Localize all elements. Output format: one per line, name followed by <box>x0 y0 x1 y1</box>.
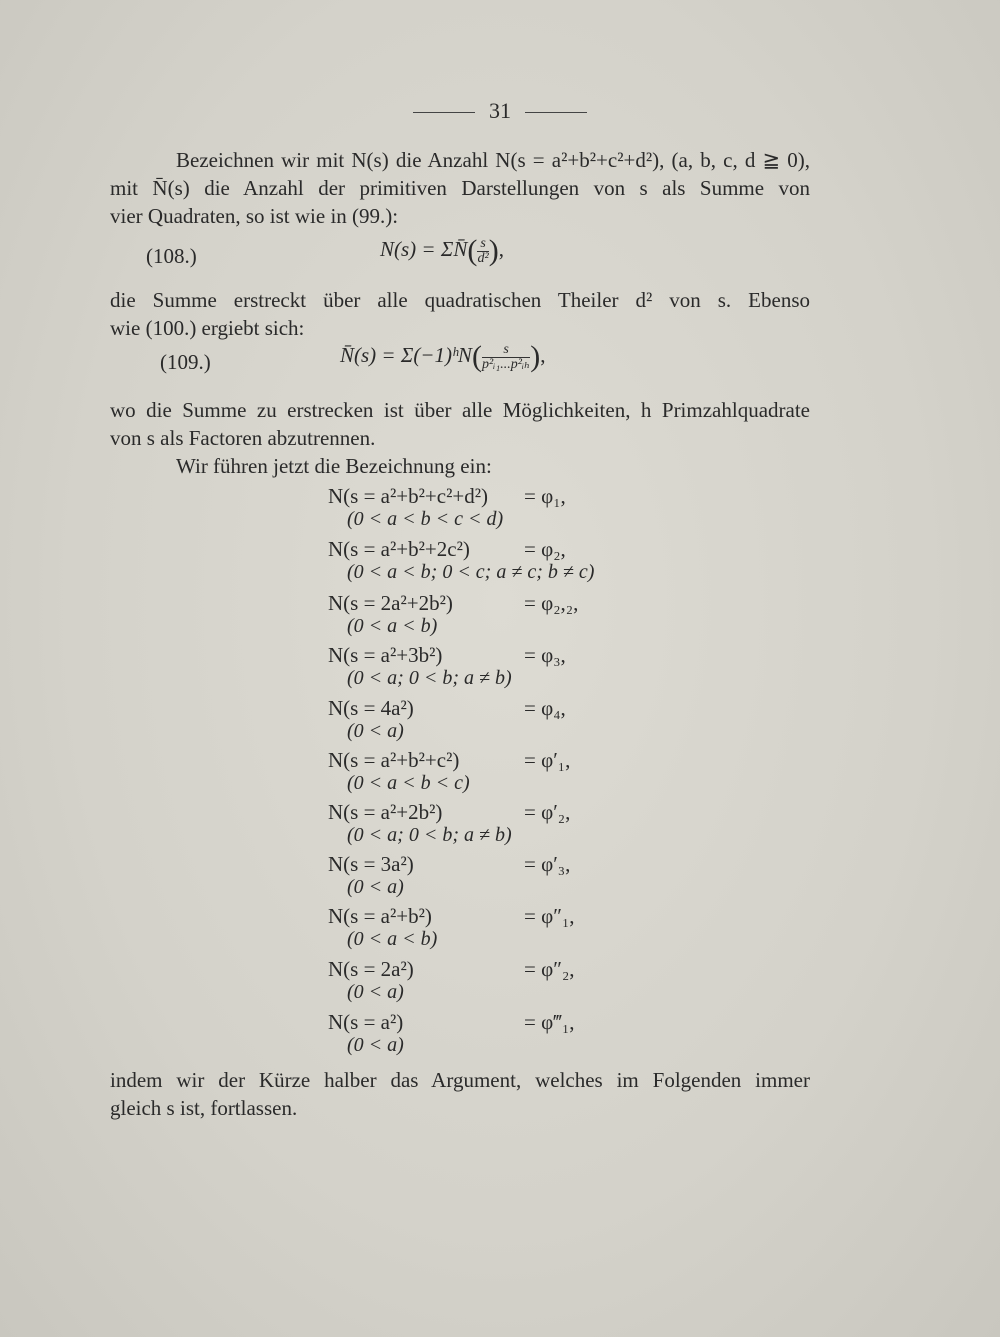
definition-1-condition: (0 < a < b < c < d) <box>347 508 504 530</box>
equation-109 <box>340 340 545 374</box>
equation-108 <box>380 234 504 268</box>
equation-108-paren-open: ( <box>467 234 478 267</box>
paragraph-intro <box>110 146 810 230</box>
definition-4-rhs: = φ₃, <box>524 643 566 667</box>
definition-3-condition: (0 < a < b) <box>347 615 438 637</box>
definition-10-lhs: N(s = 2a²) <box>328 957 414 981</box>
definition-9-lhs: N(s = a²+b²) <box>328 904 432 928</box>
equation-108-lhs: N(s) = ΣN̄ <box>380 236 468 261</box>
definition-7-rhs: = φ′₂, <box>524 800 571 824</box>
definition-11-lhs: N(s = a²) <box>328 1010 404 1034</box>
equation-109-tail: , <box>540 342 546 367</box>
equation-109-paren-close: ) <box>530 340 541 373</box>
equation-109-denominator: p²ᵢ₁...p²ᵢₕ <box>481 356 531 372</box>
equation-109-fraction <box>482 343 530 372</box>
definition-11-condition: (0 < a) <box>347 1034 404 1056</box>
page-number: 31 <box>489 98 511 123</box>
definition-10-rhs: = φ″₂, <box>524 957 575 981</box>
definition-10-condition: (0 < a) <box>347 981 404 1003</box>
paragraph-intro-line-2: mit N̄(s) die Anzahl der primitiven Darstellungen von s als Summe von <box>110 176 810 200</box>
equation-108-paren-close: ) <box>488 234 499 267</box>
definition-2-rhs: = φ₂, <box>524 537 566 561</box>
definition-3-rhs: = φ₂,₂, <box>524 591 579 615</box>
paragraph-closing <box>110 1066 810 1122</box>
paragraph-where-line-1: wo die Summe zu erstrecken ist über alle Möglichkeiten, h Primzahlquadrate <box>110 398 810 422</box>
header-rule-left <box>413 112 475 113</box>
definition-1-lhs: N(s = a²+b²+c²+d²) <box>328 484 489 508</box>
paragraph-sum-line-2: wie (100.) ergiebt sich: <box>110 316 305 340</box>
definition-11-rhs: = φ‴₁, <box>524 1010 575 1034</box>
paragraph-closing-line-2: gleich s ist, fortlassen. <box>110 1096 298 1120</box>
definition-5-lhs: N(s = 4a²) <box>328 696 414 720</box>
paragraph-where-line-2: von s als Factoren abzutrennen. <box>110 426 376 450</box>
definition-8-condition: (0 < a) <box>347 876 404 898</box>
definition-6-rhs: = φ′₁, <box>524 748 571 772</box>
equation-109-paren-open: ( <box>471 340 482 373</box>
definition-8-rhs: = φ′₃, <box>524 852 571 876</box>
definition-7-condition: (0 < a; 0 < b; a ≠ b) <box>347 824 512 846</box>
definition-6-condition: (0 < a < b < c) <box>347 772 470 794</box>
equation-108-label: (108.) <box>146 244 197 268</box>
equation-109-lhs: N̄(s) = Σ(−1)ʰN <box>340 342 472 367</box>
definition-2-condition: (0 < a < b; 0 < c; a ≠ c; b ≠ c) <box>347 561 595 583</box>
definition-5-condition: (0 < a) <box>347 720 404 742</box>
equation-108-fraction <box>477 237 488 266</box>
definition-9-condition: (0 < a < b) <box>347 928 438 950</box>
page-header <box>0 98 1000 124</box>
definition-9-rhs: = φ″₁, <box>524 904 575 928</box>
definition-3-lhs: N(s = 2a²+2b²) <box>328 591 453 615</box>
definition-4-condition: (0 < a; 0 < b; a ≠ b) <box>347 667 512 689</box>
paragraph-intro-line-1: Bezeichnen wir mit N(s) die Anzahl N(s = a²+b²+c²+d²), (a, b, c, d ≧ 0), <box>176 148 810 172</box>
equation-108-numerator: s <box>477 237 488 252</box>
header-rule-right <box>525 112 587 113</box>
definition-7-lhs: N(s = a²+2b²) <box>328 800 443 824</box>
paragraph-closing-line-1: indem wir der Kürze halber das Argument, welches im Folgenden immer <box>110 1068 810 1092</box>
definition-4-lhs: N(s = a²+3b²) <box>328 643 443 667</box>
equation-109-numerator: s <box>482 343 530 358</box>
paragraph-intro-line-3: vier Quadraten, so ist wie in (99.): <box>110 204 399 228</box>
paragraph-where-line-3: Wir führen jetzt die Bezeichnung ein: <box>176 454 492 478</box>
paragraph-sum <box>110 286 810 342</box>
paragraph-sum-line-1: die Summe erstreckt über alle quadratischen Theiler d² von s. Ebenso <box>110 288 810 312</box>
equation-109-label: (109.) <box>160 350 211 374</box>
equation-108-tail: , <box>498 236 505 261</box>
definition-1-rhs: = φ₁, <box>524 484 566 508</box>
definition-2-lhs: N(s = a²+b²+2c²) <box>328 537 470 561</box>
definition-6-lhs: N(s = a²+b²+c²) <box>328 748 460 772</box>
paragraph-where <box>110 396 810 480</box>
equation-108-denominator: d² <box>477 250 489 266</box>
definition-5-rhs: = φ₄, <box>524 696 566 720</box>
definition-8-lhs: N(s = 3a²) <box>328 852 414 876</box>
